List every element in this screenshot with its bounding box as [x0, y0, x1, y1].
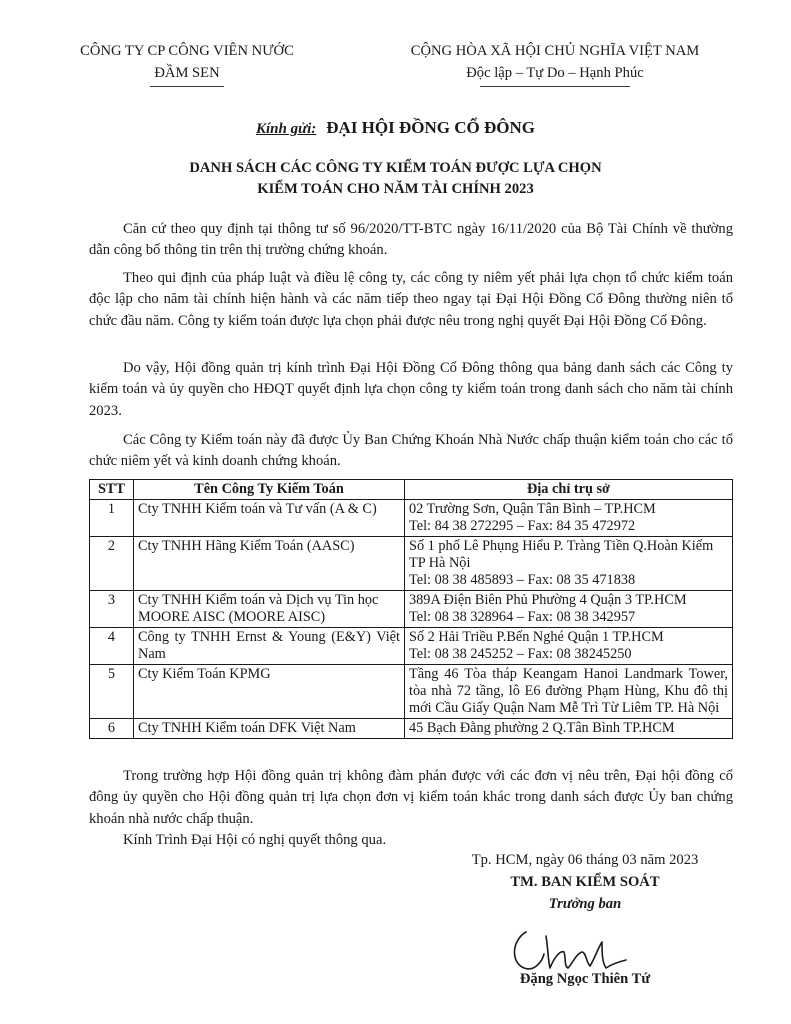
- row-stt: 1: [90, 500, 134, 537]
- firm-address: [405, 665, 733, 719]
- firm-address: [405, 500, 733, 537]
- address-text: Số 1 phố Lê Phụng Hiểu P. Tràng Tiền Q.Hoàn Kiếm TP Hà Nội: [409, 538, 714, 571]
- firm-address: [405, 719, 733, 739]
- address-text: 02 Trường Sơn, Quận Tân Bình – TP.HCM: [409, 501, 656, 517]
- row-stt: 5: [90, 665, 134, 719]
- company-underline: [150, 86, 224, 87]
- signatory-role: Trưởng ban: [548, 896, 622, 912]
- national-motto: Độc lập – Tự Do – Hạnh Phúc: [466, 65, 644, 81]
- salutation-label: Kính gửi:: [256, 121, 317, 137]
- paragraph-legal-basis: Căn cứ theo quy định tại thông tư số 96/2020/TT-BTC ngày 16/11/2020 của Bộ Tài Chính về thường dẫn công bố thông tin trên thị trường chứng khoán.: [89, 221, 733, 259]
- firm-name: Công ty TNHH Ernst & Young (E&Y) Việt Nam: [134, 628, 405, 665]
- signatory-name: Đặng Ngọc Thiên Tứ: [519, 971, 651, 987]
- firm-name: Cty TNHH Kiểm toán và Tư vấn (A & C): [134, 500, 405, 537]
- signatory-org: TM. BAN KIỂM SOÁT: [510, 874, 660, 890]
- row-stt: 3: [90, 591, 134, 628]
- paragraph-request: Do vậy, Hội đồng quản trị kính trình Đại Hội Đồng Cổ Đông thông qua bảng danh sách các Công ty kiểm toán và ủy quyền cho HĐQT quyết định lựa chọn công ty kiểm toán trong danh sách cho năm tài chính 2023.: [89, 360, 733, 419]
- national-header: [350, 40, 760, 87]
- table-row: [90, 719, 733, 739]
- table-row: [90, 591, 733, 628]
- republic-title: CỘNG HÒA XÃ HỘI CHỦ NGHĨA VIỆT NAM: [410, 43, 700, 59]
- title-line1: DANH SÁCH CÁC CÔNG TY KIỂM TOÁN ĐƯỢC LỰA CHỌN: [189, 160, 602, 176]
- address-text: 45 Bạch Đằng phường 2 Q.Tân Bình TP.HCM: [409, 720, 675, 736]
- phone-fax: Tel: 08 38 328964 – Fax: 08 38 342957: [409, 609, 636, 625]
- firm-address: [405, 591, 733, 628]
- document-title: [0, 158, 791, 200]
- firm-name: Cty TNHH Kiểm toán DFK Việt Nam: [134, 719, 405, 739]
- header-firm-name: Tên Công Ty Kiểm Toán: [134, 480, 405, 500]
- header-address: Địa chỉ trụ sở: [405, 480, 733, 500]
- signature-block: [440, 849, 730, 915]
- phone-fax: Tel: 08 38 245252 – Fax: 08 38245250: [409, 646, 632, 662]
- firm-name: Cty Kiểm Toán KPMG: [134, 665, 405, 719]
- paragraph-approval: Các Công ty Kiểm toán này đã được Ủy Ban Chứng Khoán Nhà Nước chấp thuận kiểm toán cho các tổ chức niêm yết và kinh doanh chứng khoán.: [89, 432, 733, 470]
- company-name-line1: CÔNG TY CP CÔNG VIÊN NƯỚC: [80, 43, 294, 59]
- salutation-recipient: ĐẠI HỘI ĐỒNG CỔ ĐÔNG: [326, 118, 535, 137]
- row-stt: 2: [90, 537, 134, 591]
- address-text: 389A Điện Biên Phủ Phường 4 Quận 3 TP.HCM: [409, 592, 687, 608]
- audit-firms-table: [89, 479, 733, 739]
- table-row: [90, 628, 733, 665]
- row-stt: 4: [90, 628, 134, 665]
- phone-fax: Tel: 84 38 272295 – Fax: 84 35 472972: [409, 518, 636, 534]
- motto-underline: [480, 86, 630, 87]
- company-header: [56, 40, 318, 87]
- phone-fax: Tel: 08 38 485893 – Fax: 08 35 471838: [409, 572, 636, 588]
- paragraph-closing: Kính Trình Đại Hội có nghị quyết thông qua.: [123, 832, 387, 848]
- firm-address: [405, 628, 733, 665]
- title-line2: KIỂM TOÁN CHO NĂM TÀI CHÍNH 2023: [257, 181, 534, 197]
- company-name-line2: ĐẦM SEN: [154, 65, 220, 81]
- address-text: Số 2 Hải Triều P.Bến Nghé Quận 1 TP.HCM: [409, 629, 664, 645]
- firm-name: Cty TNHH Kiểm toán và Dịch vụ Tin học MOORE AISC (MOORE AISC): [134, 591, 405, 628]
- firm-name: Cty TNHH Hãng Kiểm Toán (AASC): [134, 537, 405, 591]
- table-row: [90, 665, 733, 719]
- table-row: [90, 500, 733, 537]
- place-date: Tp. HCM, ngày 06 tháng 03 năm 2023: [471, 852, 699, 868]
- row-stt: 6: [90, 719, 134, 739]
- salutation: [0, 118, 791, 138]
- paragraph-fallback: Trong trường hợp Hội đồng quản trị không đàm phán được với các đơn vị nêu trên, Đại hội đồng cổ đông ủy quyền cho Hội đồng quản trị lựa chọn đơn vị kiểm toán khác trong danh sách được Ủy ban chứng khoán nhà nước chấp thuận.: [89, 768, 733, 827]
- address-text: Tầng 46 Tòa tháp Keangam Hanoi Landmark Tower, tòa nhà 72 tầng, lô E6 đường Phạm Hùng, Khu đô thị mới Cầu Giấy Quận Nam Mễ Trì Từ Liêm TP. Hà Nội: [409, 666, 728, 716]
- paragraph-regulation: Theo qui định của pháp luật và điều lệ công ty, các công ty niêm yết phải lựa chọn tổ chức kiểm toán độc lập cho năm tài chính hiện hành và các năm tiếp theo ngay tại Đại Hội Đồng Cổ Đông thường niên tổ chức đầu năm. Công ty kiểm toán được lựa chọn phải được nêu trong nghị quyết Đại Hội Đồng Cổ Đông.: [89, 270, 733, 329]
- table-row: [90, 537, 733, 591]
- table-header-row: [90, 480, 733, 500]
- header-stt: STT: [90, 480, 134, 500]
- firm-address: [405, 537, 733, 591]
